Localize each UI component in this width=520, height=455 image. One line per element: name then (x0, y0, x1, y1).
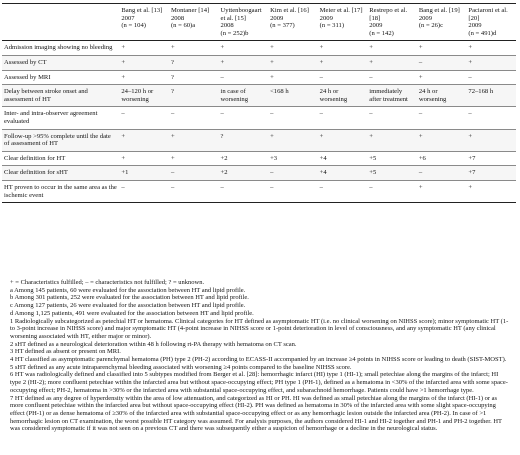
table-cell: + (169, 151, 219, 166)
table-cell: – (367, 180, 417, 202)
table-cell: – (219, 107, 269, 129)
table-cell: +5 (367, 151, 417, 166)
col-n: (n = 252)b (220, 29, 249, 37)
table-footnotes (10, 279, 510, 433)
row-label: Assessed by MRI (2, 70, 119, 85)
table-row (2, 107, 516, 129)
table-cell: immediately after treatment (367, 85, 417, 107)
table-cell: + (466, 129, 516, 151)
table-cell: + (367, 55, 417, 70)
table-cell: +7 (466, 151, 516, 166)
table-cell: +1 (119, 166, 169, 181)
col-year: 2007 (121, 14, 135, 22)
col-name: Meier et al. [17] (319, 7, 363, 14)
table-cell: 24–120 h or worsening (119, 85, 169, 107)
table-row (2, 41, 516, 56)
table-cell: ? (169, 85, 219, 107)
footnote: 4 HT classified as asymptomatic parenchymal hematoma (PH) type 2 (PH-2) according to ECASS-II accompanied by an increase ≥4 points in NIHSS score or leading to death (SIST-MOST). (10, 356, 507, 364)
col-name: Montaner [14] (170, 7, 210, 14)
col-year: 2009 (468, 22, 482, 30)
table-cell: + (367, 129, 417, 151)
table-row (2, 85, 516, 107)
table-cell: + (268, 70, 318, 85)
table-row (2, 166, 516, 181)
table-cell: +6 (417, 151, 467, 166)
footnote: c Among 127 patients, 26 were evaluated for the association between HT and lipid profile. (10, 302, 246, 310)
table-cell: + (119, 70, 169, 85)
table-cell: + (119, 129, 169, 151)
header-empty-cell (2, 4, 119, 41)
col-year: 2008 (220, 22, 234, 30)
table-cell: + (268, 129, 318, 151)
table-cell: – (219, 180, 269, 202)
row-label: Inter- and intra-observer agreement evaluated (2, 107, 119, 129)
header-col (466, 4, 516, 41)
row-label: Follow-up >95% complete until the date of assessment of HT (2, 129, 119, 151)
table-cell: ? (219, 129, 269, 151)
table-cell: +2 (219, 166, 269, 181)
table-cell: – (367, 107, 417, 129)
col-n: (n = 491)d (468, 29, 497, 37)
header-col (318, 4, 368, 41)
table-cell: – (169, 107, 219, 129)
row-label: Admission imaging showing no bleeding (2, 41, 119, 56)
footnote: 5 sHT defined as any acute intraparenchymal bleeding associated with worsening ≥4 points compared to the baseline NIHSS score. (10, 363, 352, 371)
table-cell: – (367, 70, 417, 85)
table-cell: +3 (268, 151, 318, 166)
col-name: Bang et al. [13] (121, 7, 163, 14)
header-col (169, 4, 219, 41)
table-cell: – (466, 107, 516, 129)
col-n: (n = 377) (270, 22, 295, 30)
table-cell: + (268, 55, 318, 70)
table-cell: + (318, 129, 368, 151)
table-body (2, 41, 516, 203)
table-cell: 72–168 h (466, 85, 516, 107)
table-cell: – (417, 107, 467, 129)
table-cell: +2 (219, 151, 269, 166)
footnote: a Among 145 patients, 60 were evaluated for the association between HT and lipid profile. (10, 286, 246, 294)
table-cell: – (268, 107, 318, 129)
table-cell: ? (169, 70, 219, 85)
table-cell: + (119, 41, 169, 56)
table-cell: – (119, 107, 169, 129)
footnote: d Among 1,125 patients, 491 were evaluated for the association between HT and lipid profile. (10, 309, 254, 317)
col-n: (n = 60)a (170, 22, 196, 30)
table-cell: – (318, 107, 368, 129)
header-col (219, 4, 269, 41)
table-cell: – (417, 55, 467, 70)
footnote-legend: + = Characteristics fulfilled; – = characteristics not fulfilled; ? = unknown. (10, 279, 205, 286)
col-name: Restrepo et al. [18] (369, 7, 408, 22)
row-label: Clear definition for HT (2, 151, 119, 166)
footnote: 6 HT was radiologically defined and classified into 5 subtypes modified from Berger et al. [28]: hemorrhagic infarct (HI) type 1 (HI-1); small petechiae along the margins of the infarct; HI type 2 (HI-2); more confluent petechiae within the infarcted area but without space-occupying effect; PH type 1 (PH-1), defined as a hematoma in <30% of the infarcted area with some space-occupying effect; PH-2, hematoma in >30% or the infarcted area with substantial space-occupying effect, and subarachnoid hemorrhage. Patients could have >1 hemorrhage type. (10, 371, 508, 394)
table-cell: – (417, 166, 467, 181)
table-cell: – (219, 70, 269, 85)
table-row (2, 180, 516, 202)
table-cell: + (417, 180, 467, 202)
row-label: Delay between stroke onset and assessment of HT (2, 85, 119, 107)
table-cell: – (318, 70, 368, 85)
table-cell: + (219, 55, 269, 70)
table-cell: 24 h or worsening (417, 85, 467, 107)
table-cell: + (268, 41, 318, 56)
table-cell: + (367, 41, 417, 56)
footnote: 7 HT defined as any degree of hyperdensity within the area of low attenuation, and categorized as HI or PH. HI was defined as small petechiae along the margins of the infarct (HI-1) or as more confluent petechiae within the infarcted area but without space-occupying effect (HI-2). PH was defined as hematoma in 30% of the infarcted area with some slight space-occupying effect (PH-1) or as dense hematoma of ≥30% of the infarcted area with substantial space-occupying effect or as any hemorrhagic lesion outside the infarcted area (PH-2). In case of >1 hemorrhagic lesion on CT examination, the worst possible HT category was assumed. For analysis purposes, the authors considered HI-1 and HI-2 together and PH-1 and PH-2 together. HT was considered symptomatic if it was not seen on a previous CT and there was subsequently either a suspicion of hemorrhage or a decline in the neurological status. (10, 394, 502, 433)
col-n: (n = 26)c (418, 22, 444, 30)
table-cell: +4 (318, 166, 368, 181)
table-cell: + (119, 151, 169, 166)
table-cell: + (466, 180, 516, 202)
table-cell: <168 h (268, 85, 318, 107)
row-label: Assessed by CT (2, 55, 119, 70)
criteria-table (2, 3, 516, 203)
header-col (119, 4, 169, 41)
col-year: 2009 (319, 14, 333, 22)
table-cell: + (466, 41, 516, 56)
table-cell: + (417, 70, 467, 85)
footnote: 1 Radiologically subcategorized as petechial HT or hematoma. Clinical categories for HT defined as asymptomatic HT (i.e. no clinical worsening on NIHSS score); minor symptomatic HT (1- to 3-point increase in NIHSS score) and major symptomatic HT (4-point increase in NIHSS score or 1-point deterioration in level of consciousness, and any symptomatic HT (any clinical worsening associated with HT, either major or minor). (10, 317, 509, 340)
table-row (2, 55, 516, 70)
col-name: Kim et al. [16] (270, 7, 309, 14)
table-cell: – (169, 166, 219, 181)
col-year: 2009 (418, 14, 433, 22)
footnote: 2 sHT defined as a neurological deterioration within 48 h following rt-PA therapy with hematoma on CT scan. (10, 340, 297, 348)
table-cell: ? (169, 55, 219, 70)
row-label: HT proven to occur in the same area as the ischemic event (2, 180, 119, 202)
table-cell: + (318, 41, 368, 56)
table-row (2, 151, 516, 166)
table-cell: + (169, 129, 219, 151)
table-cell: – (169, 180, 219, 202)
col-year: 2009 (369, 22, 383, 30)
col-n: (n = 104) (121, 22, 146, 30)
table-cell: +4 (318, 151, 368, 166)
table-cell: + (417, 41, 467, 56)
col-name: Paciaroni et al. [20] (468, 7, 508, 22)
table-cell: + (466, 55, 516, 70)
table-cell: – (119, 180, 169, 202)
table-cell: – (318, 180, 368, 202)
table-cell: + (417, 129, 467, 151)
table-cell: + (169, 41, 219, 56)
header-col (417, 4, 467, 41)
header-row (2, 4, 516, 41)
table-cell: – (268, 180, 318, 202)
footnote: 3 HT defined as absent or present on MRI. (10, 348, 121, 356)
table-cell: – (466, 70, 516, 85)
col-n: (n = 311) (319, 22, 345, 30)
header-col (367, 4, 417, 41)
table-cell: + (119, 55, 169, 70)
table-cell: – (268, 166, 318, 181)
col-n: (n = 142) (369, 29, 394, 37)
row-label: Clear definition for sHT (2, 166, 119, 181)
table-cell: +7 (466, 166, 516, 181)
col-year: 2009 (270, 14, 284, 22)
footnote: b Among 301 patients, 252 were evaluated for the association between HT and lipid profile. (10, 294, 249, 302)
col-year: 2008 (170, 14, 185, 22)
col-name: Uyttenboogaart et al. [15] (220, 7, 262, 22)
header-col (268, 4, 318, 41)
table-cell: in case of worsening (219, 85, 269, 107)
table-row (2, 129, 516, 151)
col-name: Bang et al. [19] (418, 7, 460, 14)
table-cell: + (219, 41, 269, 56)
table-cell: +5 (367, 166, 417, 181)
table-header (2, 4, 516, 41)
table-cell: + (318, 55, 368, 70)
table-row (2, 70, 516, 85)
table-cell: 24 h or worsening (318, 85, 368, 107)
